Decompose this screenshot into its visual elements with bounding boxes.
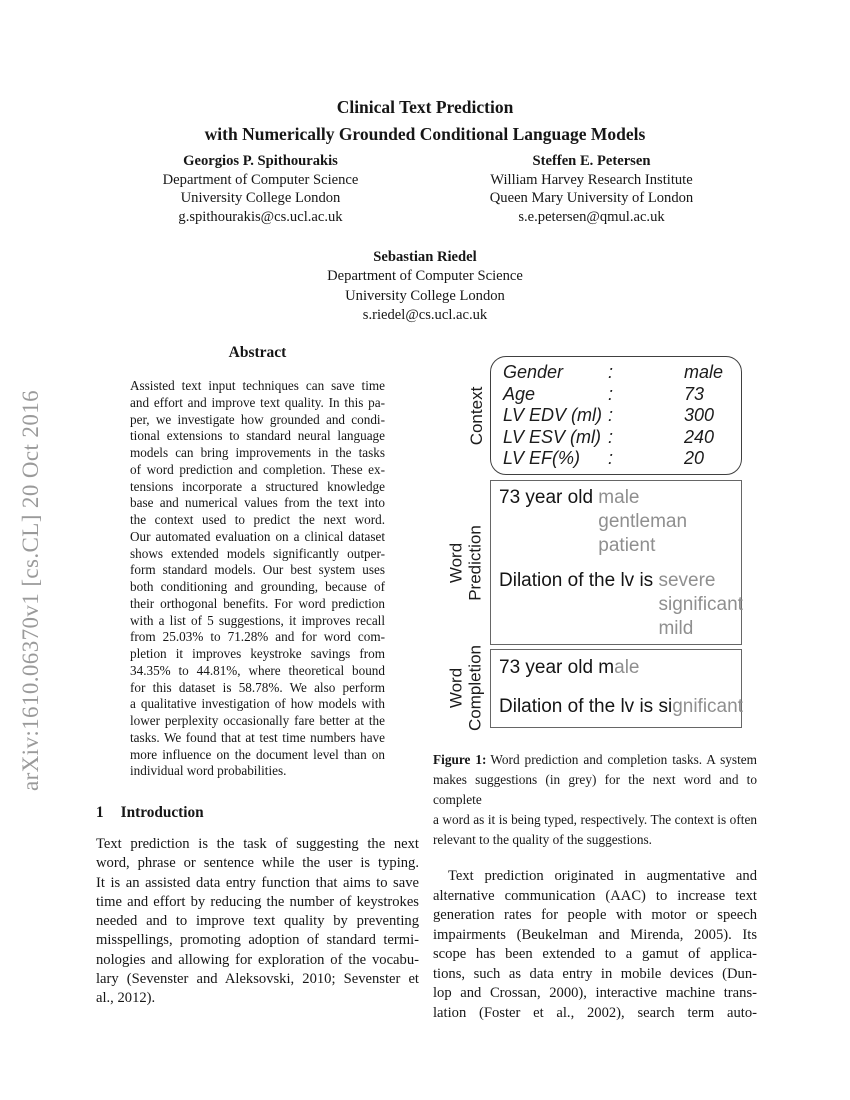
text-line: the context used to predict the next word. bbox=[130, 512, 385, 527]
text-line: scope has been extended to a gamut of applica- bbox=[433, 946, 757, 962]
figure-1 bbox=[433, 356, 757, 731]
context-row bbox=[503, 405, 741, 427]
text-line: impairments (Beukelman and Mirenda, 2005). Its bbox=[433, 926, 757, 943]
right-column bbox=[433, 356, 757, 1023]
context-key: LV EDV (ml) bbox=[503, 405, 603, 426]
completion-suggestion: gnificant bbox=[672, 696, 743, 717]
completion-typed: Dilation of the lv is si bbox=[499, 696, 673, 717]
paper-title bbox=[0, 94, 850, 148]
text-line: lation (Foster et al., 2002), search term auto- bbox=[433, 1004, 757, 1021]
paper-title-line1: Clinical Text Prediction bbox=[336, 97, 514, 117]
text-line: shows extended models significantly outper- bbox=[130, 545, 385, 561]
text-line: relevant to the quality of the suggestions. bbox=[433, 832, 652, 847]
prediction-suggestions: male gentleman patient bbox=[598, 487, 688, 556]
context-row bbox=[503, 448, 741, 470]
text-line: a qualitative investigation of how models with bbox=[130, 696, 385, 712]
author-name: Steffen E. Petersen bbox=[532, 153, 651, 169]
text-line: Assisted text input techniques can save time bbox=[130, 378, 385, 393]
text-line: from 25.03% to 71.28% and for word com- bbox=[130, 629, 385, 645]
text-line: al., 2012). bbox=[96, 990, 156, 1007]
text-line: tions, such as data entry in mobile devices (Dun- bbox=[433, 965, 757, 982]
context-row bbox=[503, 427, 741, 449]
author-affiliation: Department of Computer Science bbox=[327, 268, 523, 285]
text-line: models can bring improvements in the tasks bbox=[130, 445, 385, 460]
text-line: misspellings, promoting adoption of standard termi- bbox=[96, 932, 419, 949]
figure-caption-line: Figure 1: Word prediction and completion tasks. A system bbox=[433, 752, 758, 767]
context-key: LV ESV (ml) bbox=[503, 426, 602, 447]
text-line: form standard models. Our best system uses bbox=[130, 562, 385, 578]
prediction-prompt: 73 year old bbox=[499, 487, 599, 508]
section-heading-introduction bbox=[96, 804, 419, 822]
context-row bbox=[503, 384, 741, 406]
authors-row bbox=[95, 152, 757, 227]
context-axis-label: Context bbox=[466, 386, 486, 446]
context-colon: : bbox=[608, 448, 614, 469]
introduction-text bbox=[96, 835, 419, 1009]
text-line: tensions incorporate a structured knowledge bbox=[130, 478, 385, 494]
author-block-2 bbox=[426, 152, 757, 227]
text-line: and effort and improve text quality. In this pa- bbox=[130, 394, 385, 410]
prediction-example bbox=[499, 486, 741, 558]
author-affiliation: William Harvey Research Institute bbox=[490, 171, 693, 188]
body-paragraph bbox=[433, 867, 757, 1023]
text-line: per, we investigate how grounded and condi- bbox=[130, 411, 385, 427]
text-line: word, phrase or sentence while the user is typing. bbox=[96, 855, 419, 872]
word-completion-box bbox=[490, 649, 742, 728]
word-prediction-axis-label: Word Prediction bbox=[446, 525, 484, 601]
text-line: with a list of 5 suggestions, it improves recall bbox=[130, 612, 385, 628]
prediction-example bbox=[499, 569, 741, 641]
text-line: time and effort by reducing the number of keystrokes bbox=[96, 893, 419, 910]
text-line: of word prediction and completion. These ex- bbox=[130, 461, 385, 477]
completion-example bbox=[499, 695, 741, 719]
text-line: Text prediction originated in augmentative and bbox=[448, 868, 757, 884]
text-line: individual word probabilities. bbox=[130, 763, 287, 779]
text-line: alternative communication (AAC) to increase text bbox=[433, 887, 757, 904]
completion-typed: 73 year old m bbox=[499, 657, 615, 678]
context-value: male bbox=[684, 362, 724, 382]
context-value: 73 bbox=[684, 383, 705, 404]
context-key: LV EF(%) bbox=[503, 448, 581, 469]
completion-suggestion: ale bbox=[614, 657, 640, 678]
author-affiliation: Queen Mary University of London bbox=[489, 190, 694, 207]
author-name: Sebastian Riedel bbox=[373, 249, 477, 265]
word-prediction-box bbox=[490, 480, 742, 645]
author-email: g.spithourakis@cs.ucl.ac.uk bbox=[178, 209, 343, 226]
section-title: Introduction bbox=[120, 804, 204, 821]
author-affiliation: University College London bbox=[345, 287, 505, 304]
context-key: Gender bbox=[503, 362, 564, 382]
context-value: 240 bbox=[684, 426, 715, 447]
text-line: needed and to improve text quality by preventing bbox=[96, 913, 419, 930]
author-block-1 bbox=[95, 152, 426, 227]
left-column bbox=[96, 344, 419, 1009]
context-colon: : bbox=[608, 405, 614, 426]
text-line: for this dataset is 58.78%. We also perform bbox=[130, 679, 385, 695]
author-affiliation: University College London bbox=[180, 190, 341, 207]
text-line: lower perplexity occasionally fare better at the bbox=[130, 713, 385, 728]
text-line: It is an assisted data entry function that aims to save bbox=[96, 874, 419, 891]
text-line: tasks. We found that at test time numbers have bbox=[130, 729, 385, 745]
text-line: tional extensions to standard neural language bbox=[130, 428, 385, 444]
abstract-text bbox=[130, 378, 385, 780]
figure-caption bbox=[433, 750, 757, 850]
text-line: both conditioning and grounding, because of bbox=[130, 579, 385, 594]
author-name: Georgios P. Spithourakis bbox=[183, 153, 338, 169]
text-line: their orthogonal benefits. For word prediction bbox=[130, 595, 385, 611]
text-line: 34.35% to 44.81%, where theoretical bound bbox=[130, 662, 385, 678]
word-completion-axis-label: Word Completion bbox=[446, 645, 484, 731]
text-line: makes suggestions (in grey) for the next word and to complete bbox=[433, 772, 757, 807]
context-key: Age bbox=[503, 383, 536, 404]
figure-caption-label: Figure 1: bbox=[433, 752, 487, 767]
text-line: Our automated evaluation on a clinical dataset bbox=[130, 528, 385, 544]
context-value: 300 bbox=[684, 405, 715, 426]
text-line: nologies and allowing for exploration of the vocabu- bbox=[96, 951, 419, 968]
paper-title-line2: with Numerically Grounded Conditional Language Models bbox=[204, 124, 646, 144]
author-email: s.e.petersen@qmul.ac.uk bbox=[518, 209, 665, 226]
context-colon: : bbox=[608, 426, 614, 447]
context-colon: : bbox=[608, 362, 614, 382]
author-block-3 bbox=[0, 248, 850, 326]
context-value: 20 bbox=[684, 448, 705, 469]
text-line: generation rates for people with motor or speech bbox=[433, 907, 757, 923]
author-affiliation: Department of Computer Science bbox=[162, 171, 359, 188]
text-line: more influence on the document level than on bbox=[130, 746, 385, 762]
context-colon: : bbox=[608, 383, 614, 404]
prediction-prompt: Dilation of the lv is bbox=[499, 570, 659, 591]
context-row bbox=[503, 362, 741, 384]
completion-example bbox=[499, 656, 741, 680]
text-line: Text prediction is the task of suggesting the next bbox=[96, 836, 419, 852]
prediction-suggestions: severe significant mild bbox=[658, 570, 743, 639]
figure-caption-lines bbox=[433, 770, 757, 850]
text-line: lary (Sevenster and Aleksovski, 2010; Sevenster et bbox=[96, 971, 419, 988]
text-line: a word as it is being typed, respectively. The context is often bbox=[433, 812, 757, 827]
text-line: base and numerical values from the text into bbox=[130, 495, 385, 511]
section-number: 1 bbox=[96, 804, 104, 821]
arxiv-watermark: arXiv:1610.06370v1 [cs.CL] 20 Oct 2016 bbox=[18, 389, 43, 791]
text-line: pletion it improves keystroke savings from bbox=[130, 646, 385, 661]
author-email: s.riedel@cs.ucl.ac.uk bbox=[362, 307, 488, 324]
text-line: lop and Crossan, 2000), interactive machine trans- bbox=[433, 985, 757, 1001]
context-box bbox=[490, 356, 742, 475]
abstract-heading: Abstract bbox=[228, 344, 287, 361]
